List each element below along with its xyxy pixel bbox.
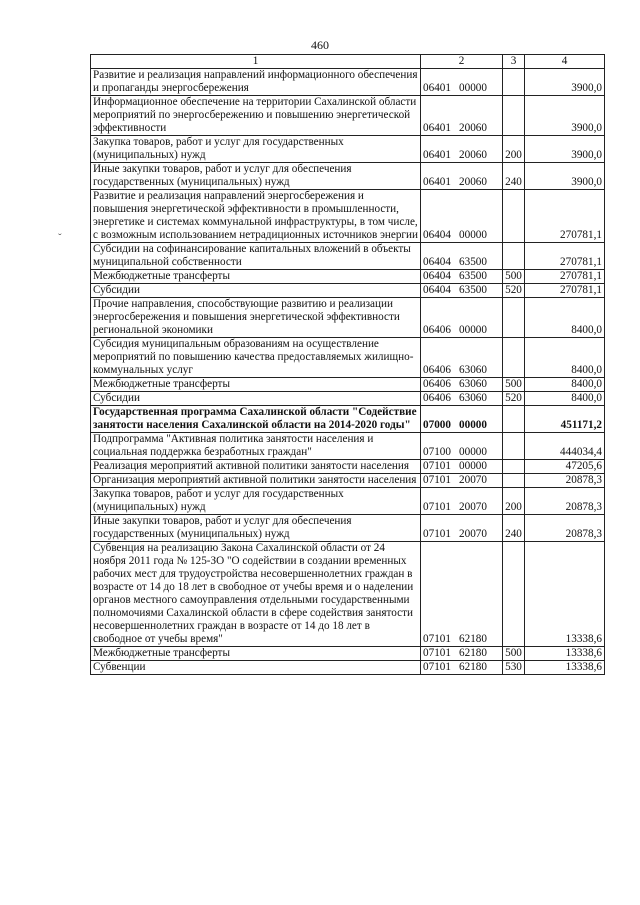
- row-name: Иные закупки товаров, работ и услуг для обеспечения государственных (муниципальных) нужд: [91, 515, 421, 542]
- row-code: [421, 338, 503, 378]
- row-amount: 13338,6: [525, 647, 605, 661]
- row-code: [421, 460, 503, 474]
- row-name: Межбюджетные трансферты: [91, 378, 421, 392]
- code-program: 06401: [423, 82, 451, 94]
- row-code: [421, 243, 503, 270]
- row-code: [421, 661, 503, 675]
- page-number: 460: [311, 38, 329, 52]
- row-name: Субсидии: [91, 284, 421, 298]
- row-code: [421, 96, 503, 136]
- row-expense-type: 200: [503, 488, 525, 515]
- table-row: [91, 460, 605, 474]
- row-code: [421, 542, 503, 647]
- table-row: [91, 96, 605, 136]
- table-row: [91, 515, 605, 542]
- row-expense-type: [503, 338, 525, 378]
- code-direction: 62180: [459, 661, 487, 673]
- table-row: [91, 243, 605, 270]
- budget-table: [90, 54, 605, 675]
- row-name: Субсидии: [91, 392, 421, 406]
- margin-mark: ˇ: [58, 232, 62, 244]
- table-row: [91, 474, 605, 488]
- row-amount: 8400,0: [525, 338, 605, 378]
- row-expense-type: 500: [503, 270, 525, 284]
- row-name: Организация мероприятий активной политики занятости населения: [91, 474, 421, 488]
- table-row: [91, 378, 605, 392]
- row-name: Иные закупки товаров, работ и услуг для обеспечения государственных (муниципальных) нужд: [91, 163, 421, 190]
- row-code: [421, 270, 503, 284]
- table-body: [91, 69, 605, 675]
- row-expense-type: [503, 460, 525, 474]
- row-expense-type: 520: [503, 284, 525, 298]
- row-name: Субсидия муниципальным образованиям на осуществление мероприятий по повышению качества предоставляемых жилищно-коммунальных услуг: [91, 338, 421, 378]
- row-code: [421, 392, 503, 406]
- code-direction: 63060: [459, 378, 487, 390]
- column-header-2: 2: [421, 55, 503, 69]
- code-direction: 00000: [459, 460, 487, 472]
- code-direction: 63060: [459, 364, 487, 376]
- table-row: [91, 661, 605, 675]
- row-code: [421, 284, 503, 298]
- table-header-row: [91, 55, 605, 69]
- row-expense-type: 200: [503, 136, 525, 163]
- code-program: 06404: [423, 270, 451, 282]
- row-code: [421, 298, 503, 338]
- row-code: [421, 136, 503, 163]
- code-program: 06401: [423, 149, 451, 161]
- code-program: 07000: [423, 419, 451, 431]
- row-code: [421, 515, 503, 542]
- code-direction: 20070: [459, 474, 487, 486]
- row-name: Развитие и реализация направлений информационного обеспечения и пропаганды энергосбережения: [91, 69, 421, 96]
- row-amount: 20878,3: [525, 474, 605, 488]
- row-code: [421, 190, 503, 243]
- row-expense-type: [503, 406, 525, 433]
- row-amount: 20878,3: [525, 515, 605, 542]
- code-direction: 00000: [459, 419, 487, 431]
- row-expense-type: [503, 433, 525, 460]
- table-row: [91, 190, 605, 243]
- row-code: [421, 474, 503, 488]
- code-program: 07100: [423, 446, 451, 458]
- row-amount: 3900,0: [525, 96, 605, 136]
- row-code: [421, 406, 503, 433]
- row-amount: 3900,0: [525, 163, 605, 190]
- code-program: 06406: [423, 392, 451, 404]
- row-name: Закупка товаров, работ и услуг для государственных (муниципальных) нужд: [91, 136, 421, 163]
- code-program: 07101: [423, 474, 451, 486]
- column-header-1: 1: [91, 55, 421, 69]
- row-code: [421, 647, 503, 661]
- code-program: 06404: [423, 256, 451, 268]
- code-direction: 00000: [459, 82, 487, 94]
- code-direction: 00000: [459, 446, 487, 458]
- code-program: 07101: [423, 661, 451, 673]
- row-expense-type: 500: [503, 647, 525, 661]
- table-row: [91, 284, 605, 298]
- row-amount: 20878,3: [525, 488, 605, 515]
- code-direction: 63500: [459, 284, 487, 296]
- code-program: 07101: [423, 528, 451, 540]
- row-name: Межбюджетные трансферты: [91, 647, 421, 661]
- row-code: [421, 433, 503, 460]
- code-program: 06404: [423, 229, 451, 241]
- row-amount: 3900,0: [525, 69, 605, 96]
- row-amount: 3900,0: [525, 136, 605, 163]
- row-name: Закупка товаров, работ и услуг для государственных (муниципальных) нужд: [91, 488, 421, 515]
- code-direction: 20060: [459, 149, 487, 161]
- table-row: [91, 433, 605, 460]
- code-direction: 20060: [459, 176, 487, 188]
- row-expense-type: 500: [503, 378, 525, 392]
- code-program: 06406: [423, 364, 451, 376]
- code-program: 07101: [423, 460, 451, 472]
- code-program: 06406: [423, 378, 451, 390]
- row-amount: 270781,1: [525, 284, 605, 298]
- row-amount: 8400,0: [525, 392, 605, 406]
- row-expense-type: [503, 190, 525, 243]
- row-code: [421, 488, 503, 515]
- row-name: Прочие направления, способствующие развитию и реализации энергосбережения и повышения энергетической эффективности региональной экономики: [91, 298, 421, 338]
- code-direction: 63500: [459, 270, 487, 282]
- row-name: Подпрограмма "Активная политика занятости населения и социальная поддержка безработных граждан": [91, 433, 421, 460]
- row-name: Субвенции: [91, 661, 421, 675]
- row-expense-type: [503, 542, 525, 647]
- row-code: [421, 163, 503, 190]
- code-direction: 00000: [459, 324, 487, 336]
- code-program: 07101: [423, 501, 451, 513]
- row-expense-type: [503, 298, 525, 338]
- row-amount: 13338,6: [525, 542, 605, 647]
- row-amount: 270781,1: [525, 270, 605, 284]
- code-direction: 20070: [459, 528, 487, 540]
- row-expense-type: [503, 96, 525, 136]
- row-amount: 451171,2: [525, 406, 605, 433]
- table-row: [91, 392, 605, 406]
- row-code: [421, 378, 503, 392]
- row-expense-type: 520: [503, 392, 525, 406]
- code-direction: 63500: [459, 256, 487, 268]
- row-amount: 444034,4: [525, 433, 605, 460]
- table-row: [91, 647, 605, 661]
- code-program: 07101: [423, 633, 451, 645]
- code-direction: 62180: [459, 647, 487, 659]
- table-row: [91, 488, 605, 515]
- table-row: [91, 542, 605, 647]
- table-row: [91, 69, 605, 96]
- row-name: Развитие и реализация направлений энергосбережения и повышения энергетической эффективности в промышленности, энергетике и системах коммунальной инфраструктуры, в том числе, с возможным использованием нетрадиционных источников энергии: [91, 190, 421, 243]
- row-expense-type: 240: [503, 163, 525, 190]
- table-row: [91, 298, 605, 338]
- row-code: [421, 69, 503, 96]
- code-direction: 20060: [459, 122, 487, 134]
- code-direction: 63060: [459, 392, 487, 404]
- table-row: [91, 136, 605, 163]
- row-amount: 270781,1: [525, 190, 605, 243]
- row-expense-type: [503, 69, 525, 96]
- column-header-3: 3: [503, 55, 525, 69]
- row-name: Межбюджетные трансферты: [91, 270, 421, 284]
- table-row: [91, 406, 605, 433]
- code-program: 06404: [423, 284, 451, 296]
- row-expense-type: 530: [503, 661, 525, 675]
- row-name: Субсидии на софинансирование капитальных вложений в объекты муниципальной собственности: [91, 243, 421, 270]
- table-row: [91, 338, 605, 378]
- code-direction: 62180: [459, 633, 487, 645]
- row-amount: 47205,6: [525, 460, 605, 474]
- code-program: 06406: [423, 324, 451, 336]
- code-program: 06401: [423, 176, 451, 188]
- table-row: [91, 270, 605, 284]
- row-amount: 8400,0: [525, 378, 605, 392]
- row-amount: 270781,1: [525, 243, 605, 270]
- code-program: 07101: [423, 647, 451, 659]
- row-name: Государственная программа Сахалинской области "Содействие занятости населения Сахалинской области на 2014-2020 годы": [91, 406, 421, 433]
- row-amount: 13338,6: [525, 661, 605, 675]
- row-name: Реализация мероприятий активной политики занятости населения: [91, 460, 421, 474]
- row-expense-type: [503, 243, 525, 270]
- row-amount: 8400,0: [525, 298, 605, 338]
- row-expense-type: [503, 474, 525, 488]
- code-program: 06401: [423, 122, 451, 134]
- code-direction: 00000: [459, 229, 487, 241]
- column-header-4: 4: [525, 55, 605, 69]
- table-row: [91, 163, 605, 190]
- code-direction: 20070: [459, 501, 487, 513]
- row-name: Информационное обеспечение на территории Сахалинской области мероприятий по энергосбережению и повышению энергетической эффективности: [91, 96, 421, 136]
- row-expense-type: 240: [503, 515, 525, 542]
- row-name: Субвенция на реализацию Закона Сахалинской области от 24 ноября 2011 года № 125-ЗО "О содействии в создании временных рабочих мест для трудоустройства несовершеннолетних граждан в возрасте от 14 до 18 лет в свободное от учебы время и о наделении органов местного самоуправления отдельными государственными полномочиями Сахалинской области в сфере содействия занятости несовершеннолетних граждан в возрасте от 14 до 18 лет в свободное от учебы время": [91, 542, 421, 647]
